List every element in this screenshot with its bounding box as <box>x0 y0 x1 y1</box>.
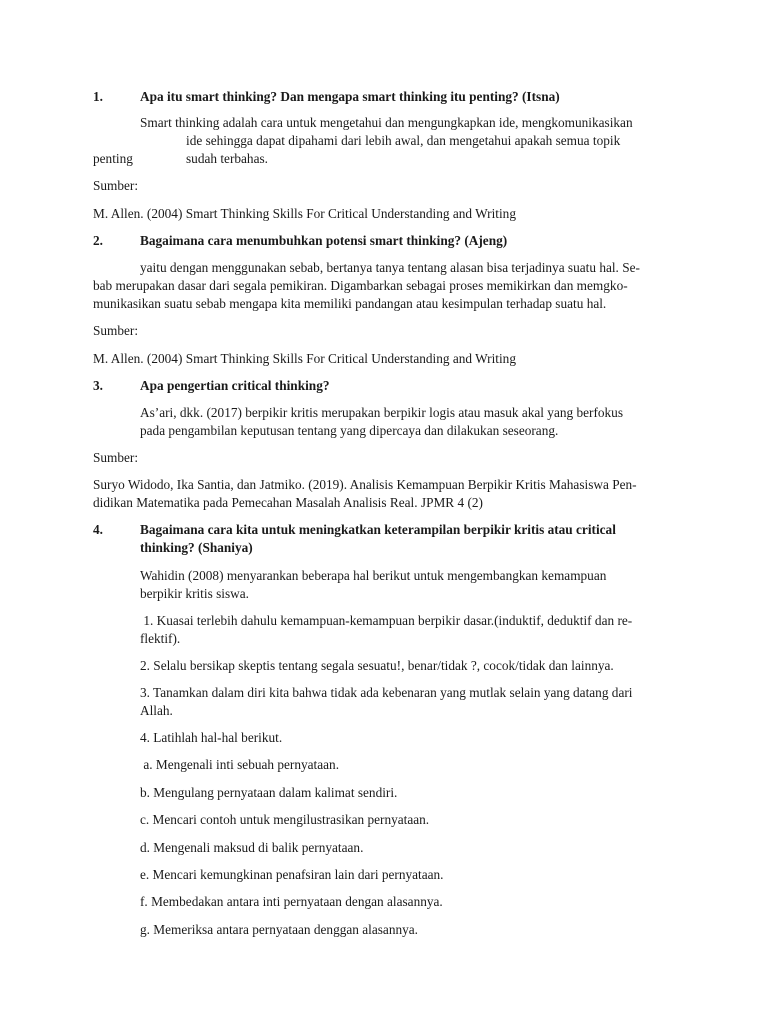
q4-point-3-line-2: Allah. <box>140 703 173 718</box>
q1-answer-line-1: Smart thinking adalah cara untuk mengetahui dan mengungkapkan ide, mengkomunikasikan <box>140 115 633 130</box>
q4-subitem-d: d. Mengenali maksud di balik pernyataan. <box>140 840 364 855</box>
q2-answer-line-2: bab merupakan dasar dari segala pemikiran. Digambarkan sebagai proses memikirkan dan memgko- <box>93 278 628 293</box>
q3-source-line-1: Suryo Widodo, Ika Santia, dan Jatmiko. (2019). Analisis Kemampuan Berpikir Kritis Mahasiswa Pen- <box>93 477 637 492</box>
q4-subitem-c: c. Mencari contoh untuk mengilustrasikan pernyataan. <box>140 812 430 827</box>
q4-subitem-e: e. Mencari kemungkinan penafsiran lain dari pernyataan. <box>140 867 444 882</box>
q4-point-4: 4. Latihlah hal-hal berikut. <box>140 730 283 745</box>
q4-intro-line-2: berpikir kritis siswa. <box>140 586 249 601</box>
q1-source: M. Allen. (2004) Smart Thinking Skills For Critical Understanding and Writing <box>93 206 516 221</box>
q2-source-label: Sumber: <box>93 323 139 338</box>
q4-intro-line-1: Wahidin (2008) menyarankan beberapa hal berikut untuk mengembangkan kemampuan <box>140 568 607 583</box>
q4-point-1-line-1: 1. Kuasai terlebih dahulu kemampuan-kemampuan berpikir dasar.(induktif, deduktif dan re- <box>140 613 633 628</box>
q1-answer-line-3-right: sudah terbahas. <box>186 151 268 166</box>
q1-answer-line-2: ide sehingga dapat dipahami dari lebih awal, dan mengetahui apakah semua topik <box>186 133 621 148</box>
q2-number: 2. <box>93 233 103 248</box>
q1-answer-line-3-left: penting <box>93 151 133 166</box>
q1-source-label: Sumber: <box>93 178 139 193</box>
q2-answer-line-3: munikasikan suatu sebab mengapa kita memiliki pandangan atau kesimpulan terhadap suatu hal. <box>93 296 607 311</box>
q4-heading-line-2: thinking? (Shaniya) <box>140 540 253 555</box>
q4-number: 4. <box>93 522 103 537</box>
q3-source-line-2: didikan Matematika pada Pemecahan Masalah Analisis Real. JPMR 4 (2) <box>93 495 483 510</box>
q3-heading: Apa pengertian critical thinking? <box>140 378 330 393</box>
q3-answer-line-1: As’ari, dkk. (2017) berpikir kritis merupakan berpikir logis atau masuk akal yang berfokus <box>140 405 623 420</box>
q4-subitem-g: g. Memeriksa antara pernyataan denggan alasannya. <box>140 922 419 937</box>
q4-subitem-f: f. Membedakan antara inti pernyataan dengan alasannya. <box>140 894 443 909</box>
q4-subitem-b: b. Mengulang pernyataan dalam kalimat sendiri. <box>140 785 398 800</box>
q4-heading-line-1: Bagaimana cara kita untuk meningkatkan keterampilan berpikir kritis atau critical <box>140 522 616 537</box>
q3-number: 3. <box>93 378 103 393</box>
q2-heading: Bagaimana cara menumbuhkan potensi smart thinking? (Ajeng) <box>140 233 508 248</box>
q4-subitem-a: a. Mengenali inti sebuah pernyataan. <box>140 757 340 772</box>
q2-source: M. Allen. (2004) Smart Thinking Skills For Critical Understanding and Writing <box>93 351 516 366</box>
q3-answer-line-2: pada pengambilan keputusan tentang yang dipercaya dan dilakukan seseorang. <box>140 423 559 438</box>
q3-source-label: Sumber: <box>93 450 139 465</box>
q4-point-1-line-2: flektif). <box>140 631 181 646</box>
q4-point-2: 2. Selalu bersikap skeptis tentang segala sesuatu!, benar/tidak ?, cocok/tidak dan lainnya. <box>140 658 614 673</box>
q2-answer-line-1: yaitu dengan menggunakan sebab, bertanya tanya tentang alasan bisa terjadinya suatu hal. Se- <box>140 260 640 275</box>
q1-heading: Apa itu smart thinking? Dan mengapa smart thinking itu penting? (Itsna) <box>140 89 560 104</box>
q1-number: 1. <box>93 89 103 104</box>
q4-point-3-line-1: 3. Tanamkan dalam diri kita bahwa tidak ada kebenaran yang mutlak selain yang datang dari <box>140 685 633 700</box>
